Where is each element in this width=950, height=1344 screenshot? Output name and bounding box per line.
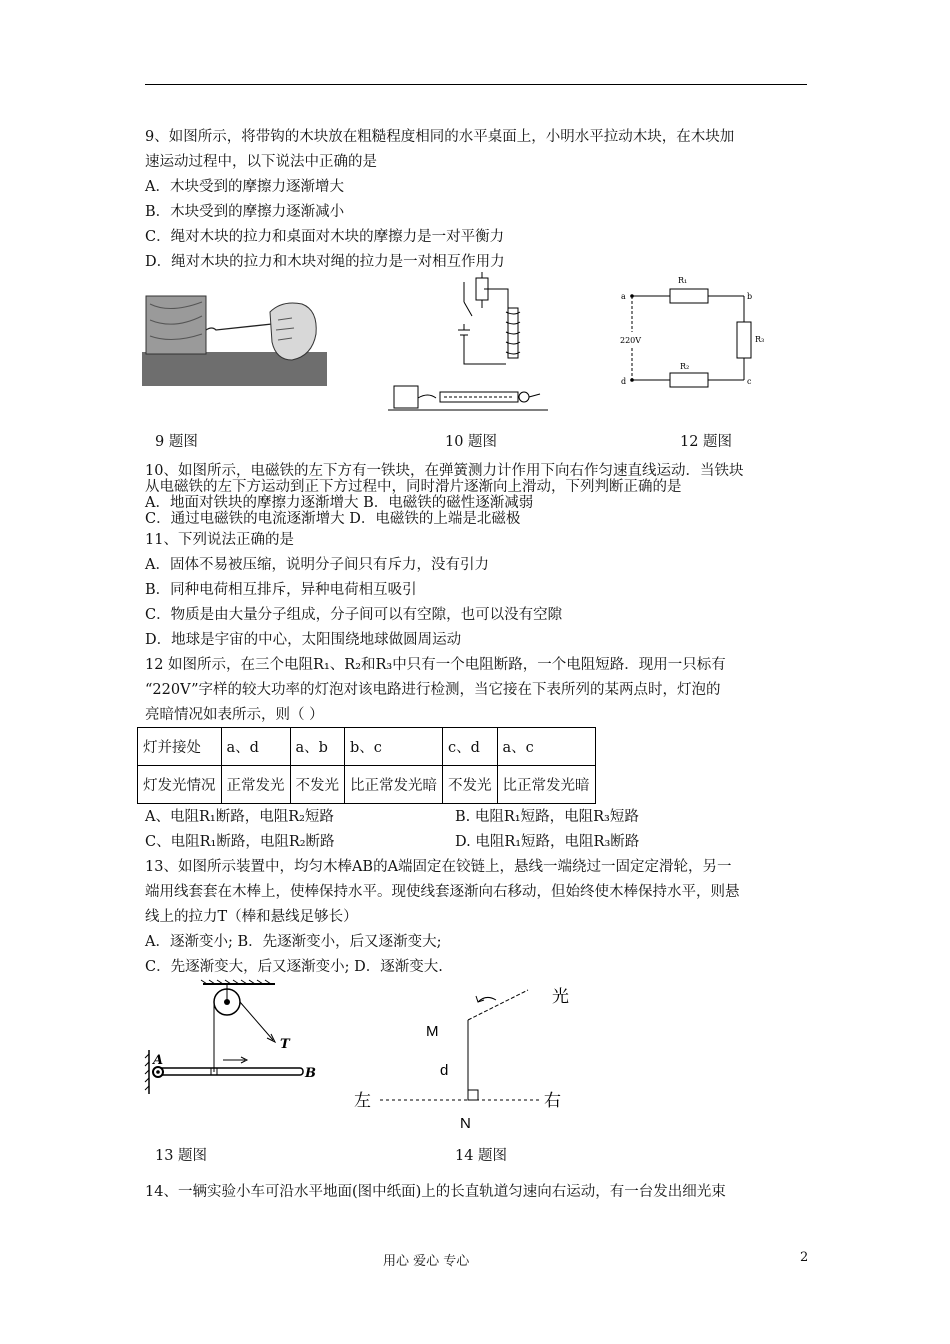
figure-10-electromagnet <box>388 272 548 412</box>
q13-options-cd: C．先逐渐变大，后又逐渐变小; D．逐渐变大. <box>145 959 443 975</box>
q11-option-d: D．地球是宇宙的中心，太阳围绕地球做圆周运动 <box>145 632 462 648</box>
footer-motto: 用心 爱心 专心 <box>383 1254 470 1269</box>
caption-figure-13: 13 题图 <box>155 1148 208 1164</box>
fig14-left-label: 左 <box>354 1091 371 1111</box>
fig12-a-label: a <box>621 292 626 301</box>
q10-options-ab: A．地面对铁块的摩擦力逐渐增大 B．电磁铁的磁性逐渐减弱 <box>145 495 534 511</box>
figure-12-resistor-circuit <box>612 272 782 392</box>
q10-options-cd: C．通过电磁铁的电流逐渐增大 D．电磁铁的上端是北磁极 <box>145 511 521 527</box>
fig12-d-label: d <box>621 377 627 386</box>
caption-figure-14: 14 题图 <box>455 1148 508 1164</box>
fig13-a-label: A <box>153 1053 164 1068</box>
fig12-voltage-label: 220V <box>620 336 642 345</box>
q9-option-d: D．绳对木块的拉力和木块对绳的拉力是一对相互作用力 <box>145 254 505 270</box>
fig13-b-label: B <box>305 1066 316 1081</box>
table-cell: a、d <box>221 728 290 766</box>
q10-stem-line1: 10、如图所示，电磁铁的左下方有一铁块，在弹簧测力计作用下向右作匀速直线运动．当铁块 <box>145 463 744 479</box>
table-cell: 不发光 <box>443 766 498 804</box>
table-cell: c、d <box>443 728 498 766</box>
fig12-c-label: c <box>747 377 752 386</box>
table-cell: a、b <box>290 728 345 766</box>
page-number: 2 <box>800 1250 809 1265</box>
fig12-r3-label: R₃ <box>755 335 765 344</box>
caption-figure-9: 9 题图 <box>155 434 198 450</box>
q12-option-b: B. 电阻R₁短路，电阻R₃短路 <box>455 809 639 825</box>
figure-14-light-beam <box>350 980 580 1130</box>
table-cell: 正常发光 <box>221 766 290 804</box>
header-rule <box>145 84 807 85</box>
q9-option-b: B．木块受到的摩擦力逐渐减小 <box>145 204 345 220</box>
q12-stem-line2: “220V”字样的较大功率的灯泡对该电路进行检测，当它接在下表所列的某两点时，灯泡的 <box>145 682 721 698</box>
q11-option-c: C．物质是由大量分子组成，分子间可以有空隙，也可以没有空隙 <box>145 607 563 623</box>
fig14-light-label: 光 <box>552 987 569 1007</box>
fig12-r2-label: R₂ <box>680 362 690 371</box>
fig14-right-label: 右 <box>544 1091 561 1111</box>
q11-option-a: A．固体不易被压缩，说明分子间只有斥力，没有引力 <box>145 557 489 573</box>
q11-stem: 11、下列说法正确的是 <box>145 532 294 548</box>
q13-stem-line1: 13、如图所示装置中，均匀木棒AB的A端固定在铰链上，悬线一端绕过一固定定滑轮，另一 <box>145 859 732 875</box>
table-cell: a、c <box>497 728 595 766</box>
q9-option-c: C．绳对木块的拉力和桌面对木块的摩擦力是一对平衡力 <box>145 229 505 245</box>
q10-stem-line2: 从电磁铁的左下方运动到正下方过程中，同时滑片逐渐向上滑动，下列判断正确的是 <box>145 479 682 495</box>
q11-option-b: B．同种电荷相互排斥，异种电荷相互吸引 <box>145 582 417 598</box>
table-row <box>138 766 596 804</box>
table-cell: 比正常发光暗 <box>497 766 595 804</box>
fig14-d-label: d <box>440 1062 449 1079</box>
figure-9-block-photo <box>142 290 327 386</box>
q12-stem-line3: 亮暗情况如表所示，则（ ） <box>145 707 324 723</box>
q13-options-ab: A．逐渐变小; B．先逐渐变小，后又逐渐变大; <box>145 934 442 950</box>
table-cell: 比正常发光暗 <box>345 766 443 804</box>
table-cell: 不发光 <box>290 766 345 804</box>
fig14-n-label: N <box>460 1115 471 1132</box>
table-cell: 灯并接处 <box>138 728 222 766</box>
q14-stem-line1: 14、一辆实验小车可沿水平地面(图中纸面)上的长直轨道匀速向右运动，有一台发出细光束 <box>145 1184 726 1200</box>
table-cell: b、c <box>345 728 443 766</box>
caption-figure-12: 12 题图 <box>680 434 733 450</box>
q12-option-d: D. 电阻R₁短路，电阻R₃断路 <box>455 834 640 850</box>
q9-stem-line1: 9、如图所示，将带钩的木块放在粗糙程度相同的水平桌面上，小明水平拉动木块，在木块加 <box>145 129 735 145</box>
figure-13-lever-pulley <box>145 980 325 1110</box>
q9-option-a: A．木块受到的摩擦力逐渐增大 <box>145 179 344 195</box>
q12-table <box>137 727 596 804</box>
q9-stem-line2: 速运动过程中，以下说法中正确的是 <box>145 154 377 170</box>
fig12-b-label: b <box>747 292 753 301</box>
table-row <box>138 728 596 766</box>
q12-option-c: C、电阻R₁断路，电阻R₂断路 <box>145 834 335 850</box>
fig12-r1-label: R₁ <box>678 276 688 285</box>
table-cell: 灯发光情况 <box>138 766 222 804</box>
caption-figure-10: 10 题图 <box>445 434 498 450</box>
q13-stem-line2: 端用线套套在木棒上，使棒保持水平。现使线套逐渐向右移动，但始终使木棒保持水平，则悬 <box>145 884 740 900</box>
q12-stem-line1: 12 如图所示，在三个电阻R₁、R₂和R₃中只有一个电阻断路，一个电阻短路．现用一只标有 <box>145 657 726 673</box>
q12-option-a: A、电阻R₁断路，电阻R₂短路 <box>145 809 334 825</box>
fig14-m-label: M <box>426 1023 439 1040</box>
fig13-t-label: T <box>280 1037 290 1052</box>
q13-stem-line3: 线上的拉力T（棒和悬线足够长） <box>145 909 358 925</box>
